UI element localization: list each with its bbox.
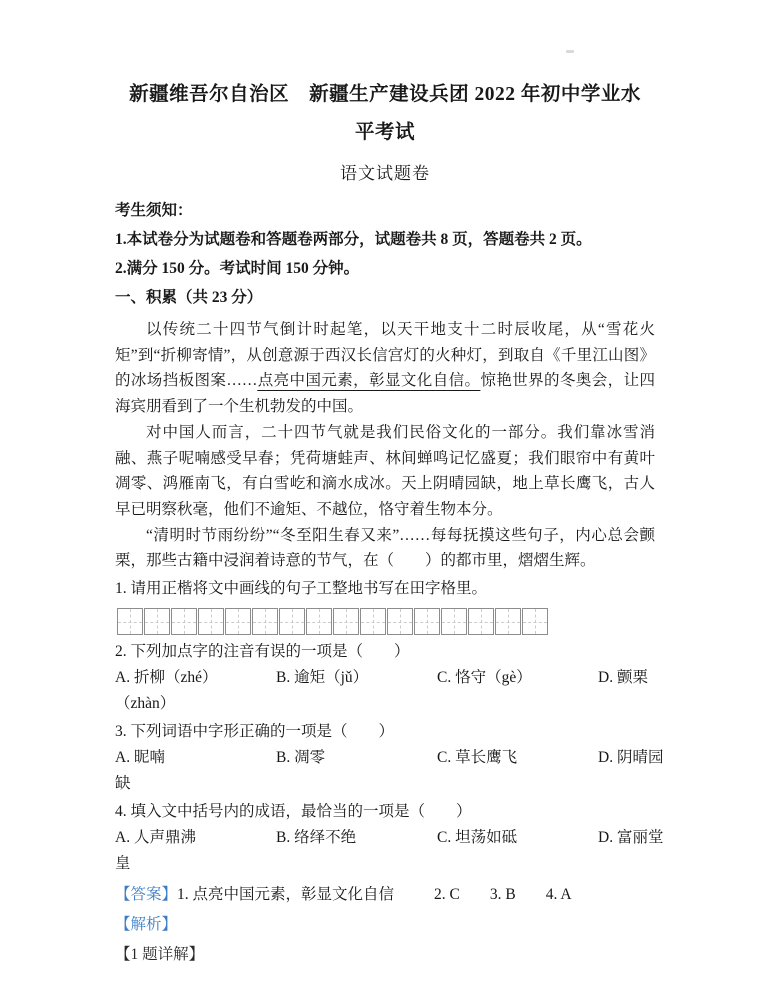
q2-option-d-continuation: （zhàn） bbox=[115, 695, 176, 713]
exam-subtitle: 语文试题卷 bbox=[340, 164, 430, 183]
analysis-label: 【解析】 bbox=[115, 916, 178, 934]
q3-option-c: C. 草长鹰飞 bbox=[437, 749, 518, 767]
tianzige-cell bbox=[306, 608, 332, 635]
answer-item-4: 4. A bbox=[545, 886, 572, 904]
q4-option-c: C. 坦荡如砥 bbox=[437, 829, 518, 847]
passage-p1-underlined-sentence: 点亮中国元素，彰显文化自信。 bbox=[257, 372, 481, 390]
passage-p1-before: 以传统二十四节气倒计时起笔，以天干地支十二时辰收尾，从“雪花火矩”到“折柳寄情”，从创意源于西汉长信宫灯的火种灯，到取自《千里江山图》的冰场挡板图案…… bbox=[115, 321, 655, 390]
question-2-options bbox=[115, 665, 655, 691]
question-4-options bbox=[115, 825, 664, 851]
question-1-stem: 1. 请用正楷将文中画线的句子工整地书写在田字格里。 bbox=[115, 580, 488, 598]
tianzige-cell bbox=[279, 608, 305, 635]
q3-option-d-continuation: 缺 bbox=[115, 775, 131, 793]
q2-option-c: C. 恪守（gè） bbox=[437, 669, 532, 687]
q4-option-d: D. 富丽堂 bbox=[598, 829, 664, 847]
question-3-options bbox=[115, 745, 664, 771]
question-3-stem: 3. 下列词语中字形正确的一项是（ ） bbox=[115, 723, 395, 741]
tianzige-cell bbox=[171, 608, 197, 635]
q2-option-a: A. 折柳（zhé） bbox=[115, 669, 218, 687]
q4-option-b: B. 络绎不绝 bbox=[276, 829, 357, 847]
answer-item-1: 1. 点亮中国元素，彰显文化自信 bbox=[177, 886, 395, 904]
q2-option-b: B. 逾矩（jǔ） bbox=[276, 669, 369, 687]
tianzige-cell bbox=[252, 608, 278, 635]
passage-paragraph-3: “清明时节雨纷纷”“冬至阳生春又来”……每每抚摸这些句子，内心总会颤栗，那些古籍中浸润着诗意的节气，在（ ）的都市里，熠熠生辉。 bbox=[115, 526, 655, 570]
tianzige-cell bbox=[360, 608, 386, 635]
passage-paragraph-1 bbox=[115, 317, 655, 420]
reading-passage bbox=[115, 317, 655, 574]
passage-p1-after: 惊艳世界的冬奥会，让四海宾朋看到了一个生机勃发的中国。 bbox=[115, 372, 655, 416]
tianzige-cell bbox=[225, 608, 251, 635]
exam-title-line2: 平考试 bbox=[354, 122, 415, 143]
notice-heading: 考生须知： bbox=[115, 202, 193, 219]
notice-item-1: 1.本试卷分为试题卷和答题卷两部分，试题卷共 8 页，答题卷共 2 页。 bbox=[115, 231, 592, 248]
answer-line bbox=[115, 882, 655, 908]
tianzige-cell bbox=[144, 608, 170, 635]
question-2-stem: 2. 下列加点字的注音有误的一项是（ ） bbox=[115, 643, 410, 661]
tianzige-cell bbox=[117, 608, 143, 635]
answer-item-2: 2. C bbox=[434, 886, 460, 904]
answer-label: 【答案】 bbox=[115, 886, 178, 904]
tianzige-cell bbox=[441, 608, 467, 635]
tianzige-cell bbox=[522, 608, 548, 635]
q4-option-a: A. 人声鼎沸 bbox=[115, 829, 196, 847]
passage-paragraph-2: 对中国人而言，二十四节气就是我们民俗文化的一部分。我们靠冰雪消融、燕子呢喃感受早春；凭荷塘蛙声、林间蝉鸣记忆盛夏；我们眼帘中有黄叶凋零、鸿雁南飞，有白雪屹和滴水成冰。天上阴晴园缺，地上草长鹰飞，古人早已明察秋毫，他们不逾矩、不越位，恪守着生物本分。 bbox=[115, 423, 655, 518]
q3-option-b: B. 凋零 bbox=[276, 749, 326, 767]
answer-item-3: 3. B bbox=[489, 886, 516, 904]
section-heading: 一、积累（共 23 分） bbox=[115, 289, 263, 306]
q4-option-d-continuation: 皇 bbox=[115, 855, 131, 873]
tianzige-writing-grid bbox=[117, 608, 655, 635]
tianzige-cell bbox=[414, 608, 440, 635]
tianzige-cell bbox=[333, 608, 359, 635]
q2-option-d: D. 颤栗 bbox=[598, 669, 648, 687]
q3-option-d: D. 阴晴园 bbox=[598, 749, 664, 767]
question-4-stem: 4. 填入文中括号内的成语，最恰当的一项是（ ） bbox=[115, 803, 472, 821]
tianzige-cell bbox=[495, 608, 521, 635]
tianzige-cell bbox=[468, 608, 494, 635]
exam-title-line1: 新疆维吾尔自治区 新疆生产建设兵团 2022 年初中学业水 bbox=[129, 84, 641, 105]
tianzige-cell bbox=[387, 608, 413, 635]
notice-block bbox=[115, 196, 655, 312]
question-1-detail-heading: 【1 题详解】 bbox=[115, 946, 205, 964]
notice-item-2: 2.满分 150 分。考试时间 150 分钟。 bbox=[115, 260, 360, 277]
tianzige-cell bbox=[198, 608, 224, 635]
page-smudge bbox=[566, 50, 574, 53]
q3-option-a: A. 昵喃 bbox=[115, 749, 165, 767]
